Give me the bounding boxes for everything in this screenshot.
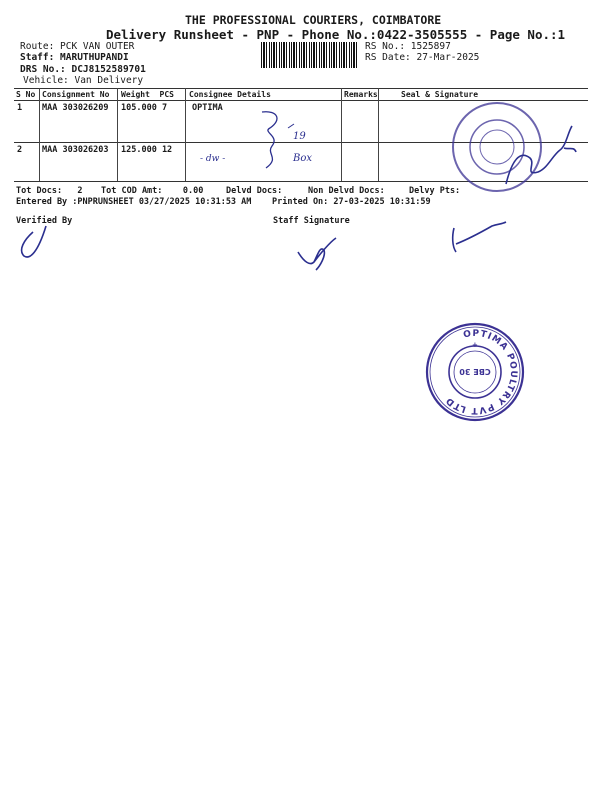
row-1-consignee: OPTIMA xyxy=(192,103,223,113)
verified-by-label: Verified By xyxy=(16,216,73,226)
company-round-stamp xyxy=(427,324,523,420)
row-1-consignment: MAA 303026209 xyxy=(42,103,109,113)
row-2-sno: 2 xyxy=(17,145,23,155)
delivery-signature xyxy=(506,126,576,184)
col-divider xyxy=(378,88,379,181)
row-2-weight-pcs: 125.000 12 xyxy=(121,145,173,155)
staff-line: Staff: MARUTHUPANDI xyxy=(20,52,129,63)
handwritten-tick xyxy=(288,124,294,128)
entered-by: Entered By :PNPRUNSHEET 03/27/2025 10:31:53 AM xyxy=(16,197,252,207)
non-delivered-docs: Non Delvd Docs: xyxy=(308,186,385,196)
header-weight-pcs: Weight PCS xyxy=(121,90,174,99)
header-consignee: Consignee Details xyxy=(189,90,271,99)
rs-number: RS No.: 1525897 xyxy=(365,41,451,52)
col-divider xyxy=(117,88,118,181)
header-seal-signature: Seal & Signature xyxy=(401,90,479,99)
total-cod: Tot COD Amt: 0.00 xyxy=(101,186,204,196)
verified-by-signature xyxy=(22,226,46,257)
row-1-sno: 1 xyxy=(17,103,23,113)
row-1-weight-pcs: 105.000 7 xyxy=(121,103,168,113)
handwritten-brace xyxy=(262,112,277,168)
route-line: Route: PCK VAN OUTER xyxy=(20,41,135,52)
drs-line: DRS No.: DCJ8152589701 xyxy=(20,64,146,75)
table-top-rule xyxy=(14,88,588,89)
header-consignment: Consignment No xyxy=(42,90,110,99)
col-divider xyxy=(341,88,342,181)
total-docs: Tot Docs: 2 xyxy=(16,186,83,196)
handwritten-note-box: Box xyxy=(293,153,313,164)
table-row-rule xyxy=(14,142,588,143)
table-bottom-rule xyxy=(14,181,588,182)
company-title: THE PROFESSIONAL COURIERS, COIMBATORE xyxy=(185,13,442,27)
rs-date: RS Date: 27-Mar-2025 xyxy=(365,52,480,63)
svg-text:OPTIMA POULTRY PVT LTD: OPTIMA POULTRY PVT LTD xyxy=(444,328,519,416)
vehicle-line: Vehicle: Van Delivery xyxy=(23,75,144,86)
runsheet-subtitle: Delivery Runsheet - PNP - Phone No.:0422-3505555 - Page No.:1 xyxy=(106,27,566,42)
handwritten-note-dw: - dw - xyxy=(200,154,226,164)
barcode xyxy=(261,42,358,68)
right-signature xyxy=(453,222,506,252)
staff-signature-label: Staff Signature xyxy=(273,216,350,226)
header-sno: S No xyxy=(16,90,36,99)
staff-signature xyxy=(298,238,336,270)
header-remarks: Remarks xyxy=(344,90,378,99)
printed-on: Printed On: 27-03-2025 10:31:59 xyxy=(272,197,431,207)
table-header-rule xyxy=(14,100,588,101)
col-divider xyxy=(185,88,186,181)
row-2-consignment: MAA 303026203 xyxy=(42,145,109,155)
seal-stamp-top xyxy=(453,103,541,191)
handwritten-note-19: 19 xyxy=(293,131,306,142)
svg-text:+: + xyxy=(472,341,478,349)
delivery-points: Delvy Pts: xyxy=(409,186,461,196)
delivered-docs: Delvd Docs: xyxy=(226,186,283,196)
svg-text:CBE 30: CBE 30 xyxy=(459,367,491,376)
col-divider xyxy=(39,88,40,181)
